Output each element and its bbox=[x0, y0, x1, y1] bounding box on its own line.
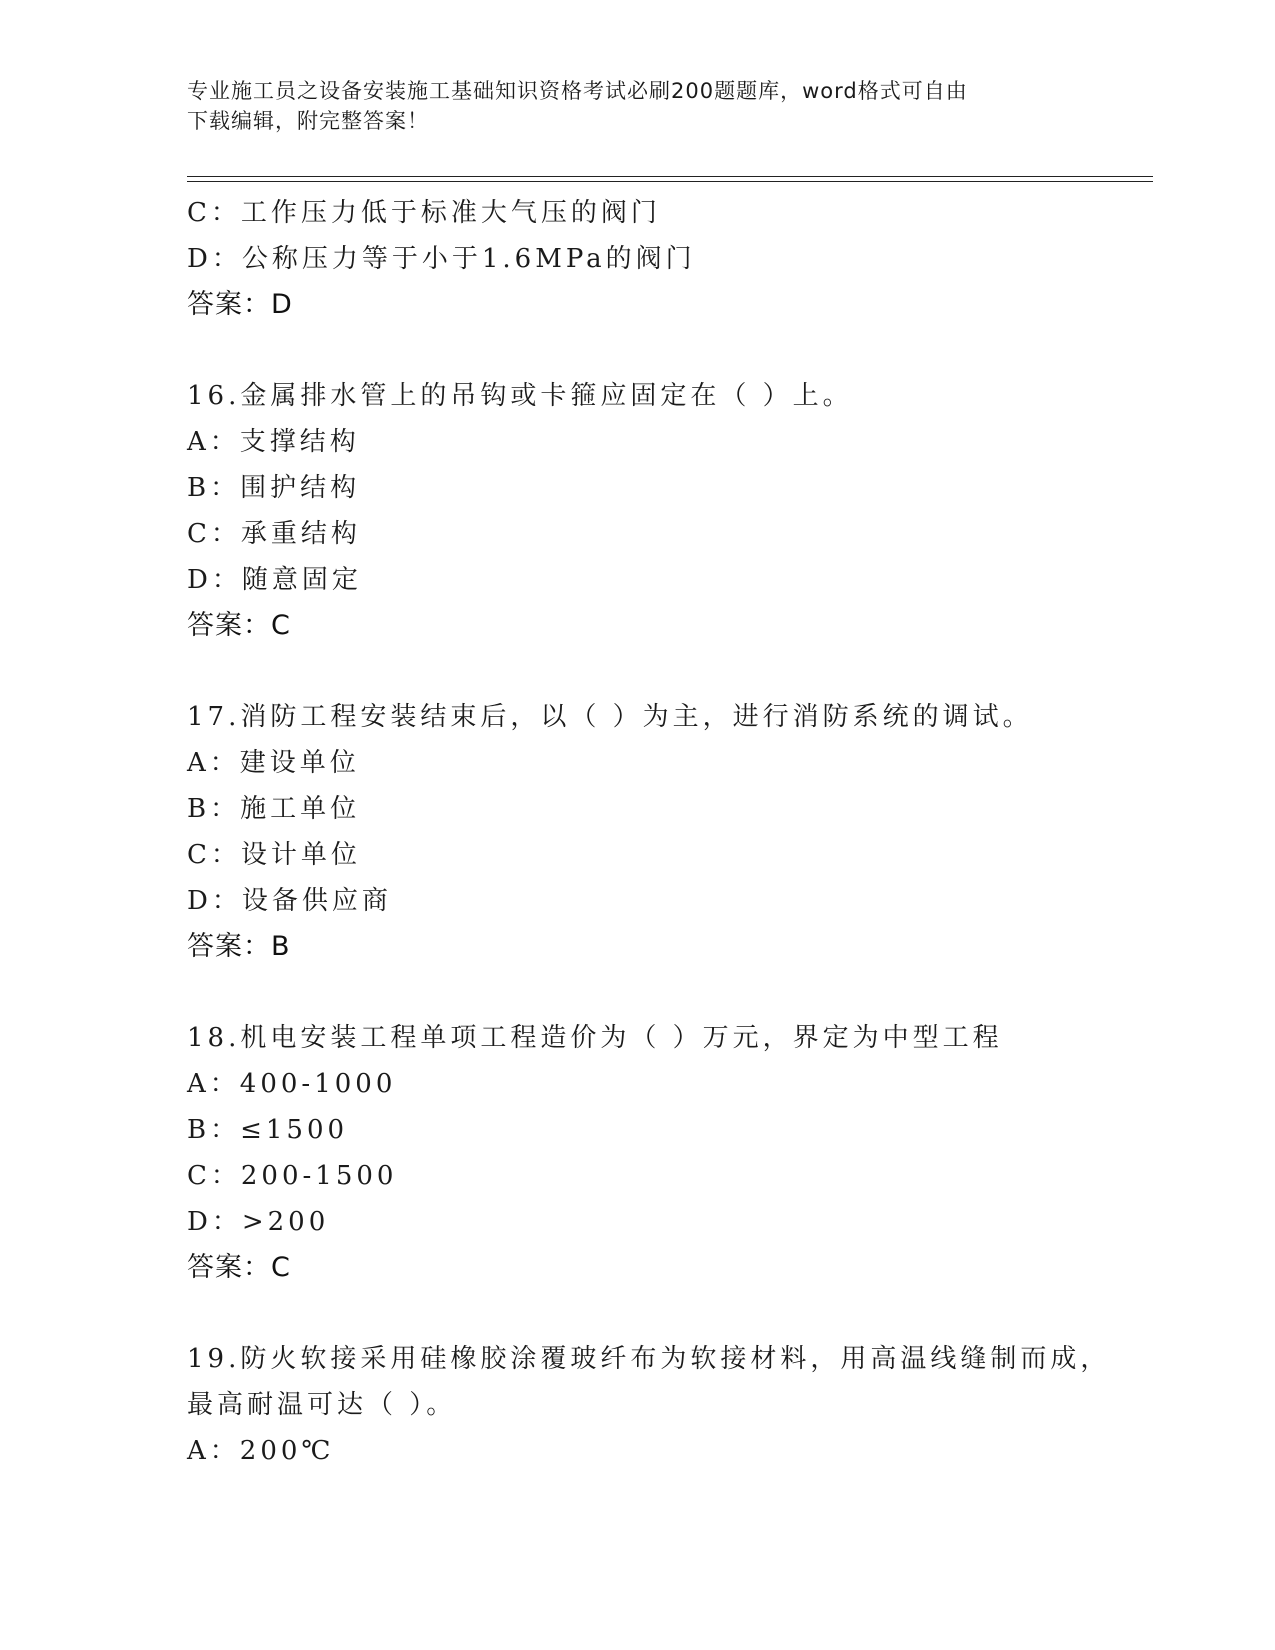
option-a: A：400-1000 bbox=[187, 1069, 397, 1099]
header-divider-top bbox=[187, 176, 1153, 177]
spacer bbox=[187, 649, 1127, 694]
spacer bbox=[187, 1291, 1127, 1336]
option-d: D：设备供应商 bbox=[187, 886, 392, 916]
option-d: D：公称压力等于小于1.6MPa的阀门 bbox=[187, 244, 696, 274]
header-line-1: 专业施工员之设备安装施工基础知识资格考试必刷200题题库，word格式可自由 bbox=[187, 79, 968, 103]
option-d: D：>200 bbox=[187, 1207, 330, 1237]
option-c: C：200-1500 bbox=[187, 1161, 398, 1191]
option-d: D：随意固定 bbox=[187, 565, 362, 595]
answer: 答案：D bbox=[187, 289, 293, 320]
option-b: B：≤1500 bbox=[187, 1115, 349, 1145]
answer: 答案：C bbox=[187, 610, 291, 641]
option-a: A：建设单位 bbox=[187, 748, 360, 778]
question-text-line-2: 最高耐温可达（ ）。 bbox=[187, 1390, 457, 1420]
question-18-block bbox=[187, 1015, 1127, 1291]
question-15-block bbox=[187, 190, 1127, 328]
question-19-block bbox=[187, 1336, 1127, 1474]
question-17-block bbox=[187, 694, 1127, 970]
option-c: C：工作压力低于标准大气压的阀门 bbox=[187, 198, 661, 228]
answer: 答案：B bbox=[187, 931, 291, 962]
option-c: C：设计单位 bbox=[187, 840, 361, 870]
document-header bbox=[187, 76, 1087, 136]
option-a: A：支撑结构 bbox=[187, 427, 360, 457]
option-b: B：围护结构 bbox=[187, 473, 361, 503]
answer: 答案：C bbox=[187, 1252, 291, 1283]
question-text: 16.金属排水管上的吊钩或卡箍应固定在（ ）上。 bbox=[187, 381, 853, 411]
question-16-block bbox=[187, 373, 1127, 649]
option-a: A：200℃ bbox=[187, 1436, 335, 1466]
spacer bbox=[187, 328, 1127, 373]
question-list bbox=[187, 190, 1127, 1474]
question-text: 17.消防工程安装结束后，以（ ）为主，进行消防系统的调试。 bbox=[187, 702, 1033, 732]
spacer bbox=[187, 970, 1127, 1015]
question-text-line-1: 19.防火软接采用硅橡胶涂覆玻纤布为软接材料，用高温线缝制而成， bbox=[187, 1344, 1111, 1374]
header-divider-bottom bbox=[187, 181, 1153, 182]
question-text: 18.机电安装工程单项工程造价为（ ）万元，界定为中型工程 bbox=[187, 1023, 1003, 1053]
header-line-2: 下载编辑，附完整答案！ bbox=[187, 109, 429, 133]
option-c: C：承重结构 bbox=[187, 519, 361, 549]
option-b: B：施工单位 bbox=[187, 794, 361, 824]
